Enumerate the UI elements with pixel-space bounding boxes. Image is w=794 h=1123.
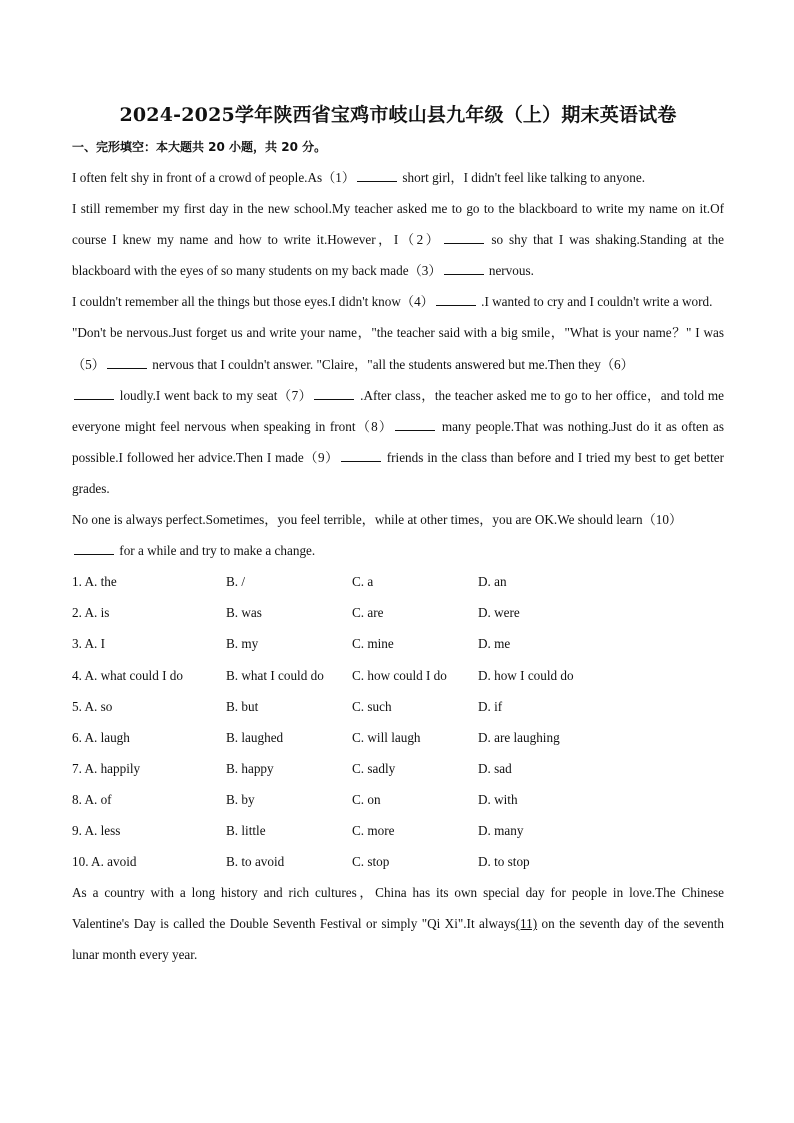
option-b: B. to avoid xyxy=(226,854,285,870)
text-span: many people.That was nothing.Just do it as often as possible.I followed her advice.Then I made（9） xyxy=(72,418,724,465)
option-d: D. sad xyxy=(478,760,512,776)
answer-options xyxy=(72,566,724,877)
option-row xyxy=(72,846,724,877)
option-d: D. with xyxy=(478,791,518,807)
option-b: B. laughed xyxy=(226,729,284,745)
option-row xyxy=(72,597,724,628)
passage-paragraph-5 xyxy=(72,504,724,566)
answer-blank-7 xyxy=(314,387,354,400)
option-row xyxy=(72,566,724,597)
option-c: C. mine xyxy=(352,636,394,652)
text-span: No one is always perfect.Sometimes，you feel terrible，while at other times，you are OK.We should learn（10） xyxy=(72,512,683,528)
option-a: 5. A. so xyxy=(72,698,113,714)
text-span: I often felt shy in front of a crowd of people.As（1） xyxy=(72,170,356,185)
option-a: 3. A. I xyxy=(72,636,105,652)
passage-paragraph-6 xyxy=(72,877,724,970)
option-c: C. will laugh xyxy=(352,729,421,745)
option-row xyxy=(72,815,724,846)
option-a: 2. A. is xyxy=(72,605,110,621)
option-a: 1. A. the xyxy=(72,574,117,590)
option-a: 7. A. happily xyxy=(72,760,141,776)
section-heading-cloze: 一、完形填空：本大题共 20 小题，共 20 分。 xyxy=(72,140,327,154)
text-span: so shy that I was shaking.Standing at the blackboard with the eyes of so many students on my back made（3） xyxy=(72,232,724,279)
option-c: C. on xyxy=(352,791,381,807)
answer-blank-9 xyxy=(341,449,381,462)
option-d: D. an xyxy=(478,574,507,590)
passage-paragraph-4 xyxy=(72,317,724,504)
text-span: short girl，I didn't feel like talking to anyone. xyxy=(399,170,646,185)
text-span: I couldn't remember all the things but those eyes.I didn't know（4） xyxy=(72,294,434,310)
option-row xyxy=(72,753,724,784)
answer-blank-5 xyxy=(107,356,147,369)
cloze-passage-1 xyxy=(72,162,724,566)
option-b: B. by xyxy=(226,791,255,807)
option-a: 4. A. what could I do xyxy=(72,667,183,683)
text-span: loudly.I went back to my seat（7） xyxy=(116,387,313,403)
text-span: on the seventh day of the seventh lunar month every year. xyxy=(72,916,724,963)
text-span: As a country with a long history and rich cultures，China has its own special day for people in love.The Chinese Valentine's Day is called the Double Seventh Festival or simply "Qi Xi".It always xyxy=(72,885,724,932)
answer-blank-6 xyxy=(74,387,114,400)
text-span: nervous that I couldn't answer. "Claire，"all the students answered but me.Then they（6） xyxy=(148,356,634,372)
option-c: C. a xyxy=(352,574,374,590)
passage-paragraph-2 xyxy=(72,193,724,286)
option-b: B. happy xyxy=(226,760,274,776)
option-c: C. more xyxy=(352,822,395,838)
option-d: D. me xyxy=(478,636,511,652)
text-span: friends in the class than before and I tried my best to get better grades. xyxy=(72,449,724,496)
option-b: B. was xyxy=(226,605,262,621)
option-c: C. stop xyxy=(352,854,390,870)
text-span: .I wanted to cry and I couldn't write a word. xyxy=(477,294,713,310)
option-d: D. to stop xyxy=(478,854,530,870)
text-span: .After class，the teacher asked me to go to her office，and told me everyone might feel nervous when speaking in front（8） xyxy=(72,387,724,434)
option-b: B. what I could do xyxy=(226,667,324,683)
option-a: 8. A. of xyxy=(72,791,112,807)
option-row xyxy=(72,628,724,659)
text-span: nervous. xyxy=(485,263,534,279)
option-d: D. many xyxy=(478,822,524,838)
option-d: D. if xyxy=(478,698,503,714)
answer-blank-3 xyxy=(444,262,484,275)
option-b: B. little xyxy=(226,822,266,838)
option-a: 9. A. less xyxy=(72,822,121,838)
answer-blank-10 xyxy=(74,542,114,555)
option-b: B. / xyxy=(226,574,246,590)
option-c: C. how could I do xyxy=(352,667,447,683)
option-b: B. my xyxy=(226,636,259,652)
option-c: C. are xyxy=(352,605,384,621)
question-marker-11: (11) xyxy=(515,916,538,932)
passage-paragraph-3 xyxy=(72,286,724,317)
cloze-passage-2 xyxy=(72,877,724,970)
answer-blank-4 xyxy=(436,293,476,306)
option-c: C. sadly xyxy=(352,760,396,776)
option-row xyxy=(72,784,724,815)
option-row xyxy=(72,722,724,753)
passage-paragraph-1 xyxy=(72,162,724,193)
option-b: B. but xyxy=(226,698,259,714)
option-a: 6. A. laugh xyxy=(72,729,130,745)
text-span: "Don't be nervous.Just forget us and write your name，"the teacher said with a big smile，"What is your name？" I was（5） xyxy=(72,325,724,372)
option-d: D. were xyxy=(478,605,520,621)
option-row xyxy=(72,691,724,722)
answer-blank-2 xyxy=(444,231,484,244)
text-span: for a while and try to make a change. xyxy=(116,543,316,559)
option-d: D. how I could do xyxy=(478,667,574,683)
option-d: D. are laughing xyxy=(478,729,560,745)
answer-blank-1 xyxy=(357,169,397,182)
option-c: C. such xyxy=(352,698,392,714)
exam-title: 2024-2025学年陕西省宝鸡市岐山县九年级（上）期末英语试卷 xyxy=(119,104,677,126)
text-span: I still remember my first day in the new school.My teacher asked me to go to the blackboard to write my name on it.Of course I knew my name and how to write it.However，I（2） xyxy=(72,201,724,248)
answer-blank-8 xyxy=(395,418,435,431)
option-row xyxy=(72,660,724,691)
option-a: 10. A. avoid xyxy=(72,854,137,870)
exam-page xyxy=(72,100,724,970)
